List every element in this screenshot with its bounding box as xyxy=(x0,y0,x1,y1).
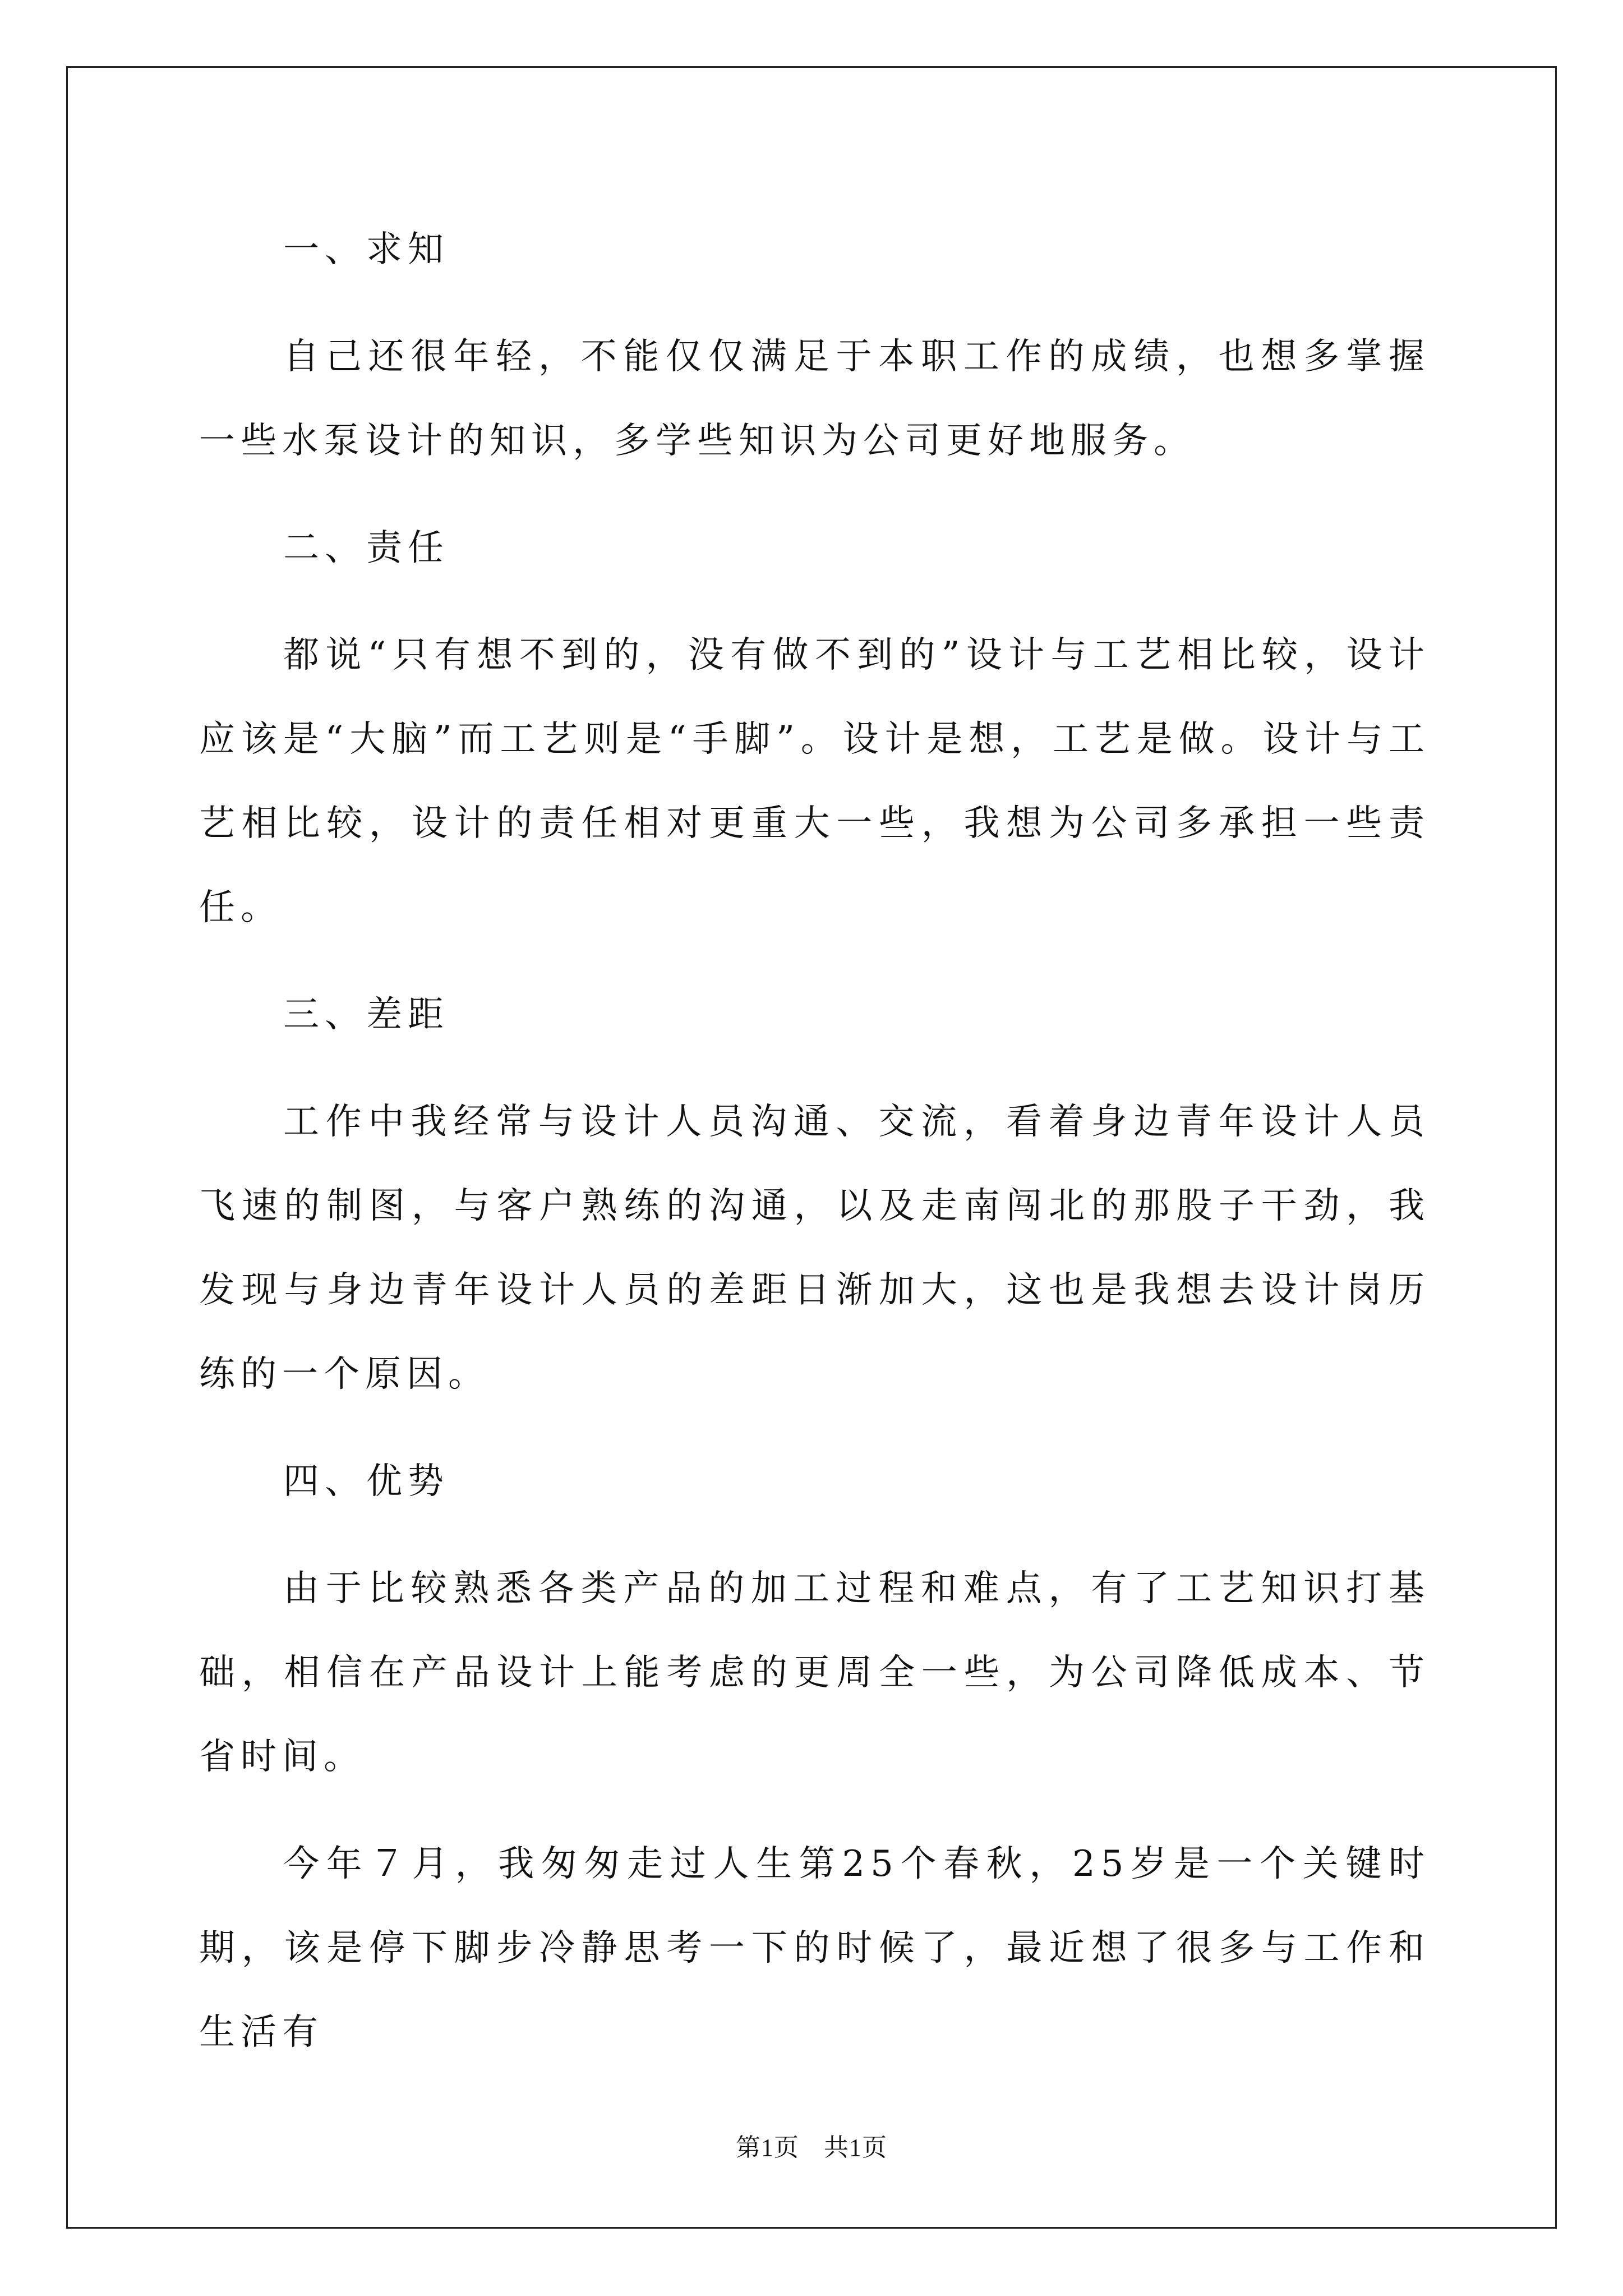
page-footer xyxy=(0,2127,1623,2163)
document-body xyxy=(199,208,1430,2074)
paragraph-5: 今年７月，我匆匆走过人生第25个春秋，25岁是一个关键时期，该是停下脚步冷静思考一下的时候了，最近想了很多与工作和生活有 xyxy=(199,1843,1430,2053)
paragraph-2: 都说“只有想不到的，没有做不到的”设计与工艺相比较，设计应该是“大脑”而工艺则是“手脚”。设计是想，工艺是做。设计与工艺相比较，设计的责任相对更重大一些，我想为公司多承担一些责任。 xyxy=(199,634,1430,928)
page-number: 第1页 xyxy=(736,2134,799,2161)
section-heading-2: 二、责任 xyxy=(283,527,449,569)
page-total: 共1页 xyxy=(824,2134,887,2161)
paragraph-3: 工作中我经常与设计人员沟通、交流，看着身边青年设计人员飞速的制图，与客户熟练的沟通，以及走南闯北的那股子干劲，我发现与身边青年设计人员的差距日渐加大，这也是我想去设计岗历练的一个原因。 xyxy=(199,1101,1430,1395)
section-heading-4: 四、优势 xyxy=(283,1461,449,1502)
section-heading-1: 一、求知 xyxy=(283,229,449,270)
paragraph-4: 由于比较熟悉各类产品的加工过程和难点，有了工艺知识打基础，相信在产品设计上能考虑的更周全一些，为公司降低成本、节省时间。 xyxy=(199,1568,1430,1778)
paragraph-1: 自己还很年轻，不能仅仅满足于本职工作的成绩，也想多掌握一些水泵设计的知识，多学些知识为公司更好地服务。 xyxy=(199,336,1430,462)
section-heading-3: 三、差距 xyxy=(283,994,449,1036)
